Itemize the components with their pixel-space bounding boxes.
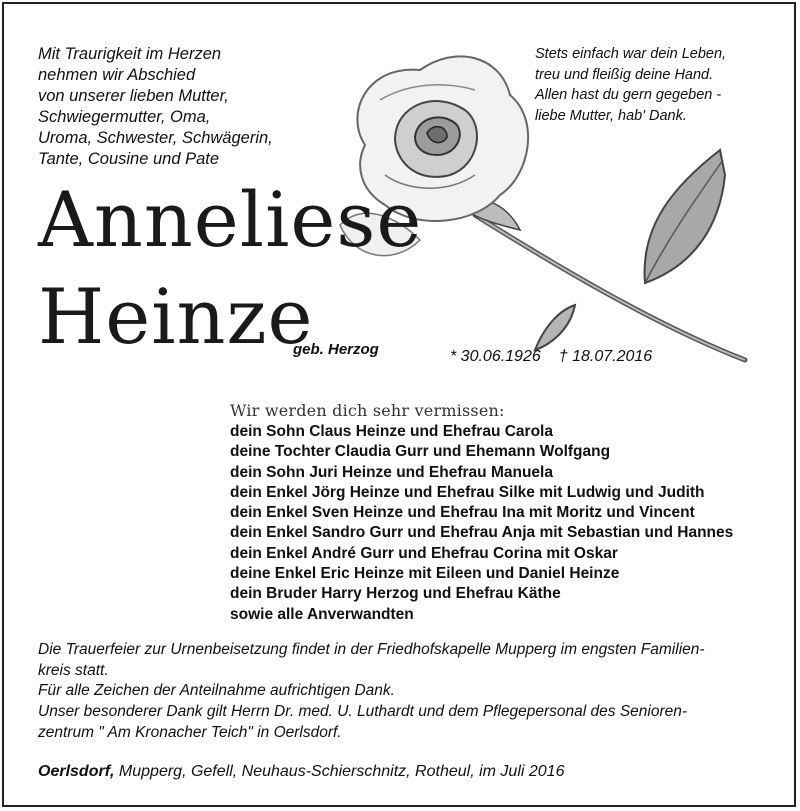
list-item: dein Enkel Sandro Gurr und Ehefrau Anja mit Sebastian und Hannes [230,524,734,542]
intro-line: von unserer lieben Mutter, [38,87,229,105]
list-item: deine Tochter Claudia Gurr und Ehemann Wolfgang [230,443,611,461]
intro-line: Mit Traurigkeit im Herzen [38,45,222,63]
list-item: dein Enkel Jörg Heinze und Ehefrau Silke mit Ludwig und Judith [230,483,705,501]
closing-line: Die Trauerfeier zur Urnenbeisetzung findet in der Friedhofskapelle Mupperg im engsten Familien- [38,641,705,658]
closing-text [38,640,768,744]
death-date: † 18.07.2016 [558,348,653,365]
closing-line: kreis statt. [38,661,109,679]
verse-text [535,44,775,126]
list-item: dein Sohn Juri Heinze und Ehefrau Manuela [230,463,553,481]
list-item: dein Enkel Sven Heinze und Ehefrau Ina mit Moritz und Vincent [230,504,695,522]
list-item: dein Sohn Claus Heinze und Ehefrau Carola [230,423,553,440]
mourners-block [230,400,770,625]
mourners-list [230,422,770,625]
intro-text [38,44,358,170]
footer-place-rest: Mupperg, Gefell, Neuhaus-Schierschnitz, Rotheul, im Juli 2016 [114,763,565,780]
intro-line: nehmen wir Abschied [38,66,196,84]
deceased-last-name: Heinze [38,272,314,361]
footer-place-main: Oerlsdorf, [38,763,115,780]
closing-line: Unser besonderer Dank gilt Herrn Dr. med. U. Luthardt und dem Pflegepersonal des Senioren- [38,703,688,721]
intro-line: Tante, Cousine und Pate [38,150,220,168]
intro-line: Schwiegermutter, Oma, [38,108,211,126]
list-item: sowie alle Anverwandten [230,605,414,623]
list-item: dein Bruder Harry Herzog und Ehefrau Käthe [230,585,561,603]
intro-line: Uroma, Schwester, Schwägerin, [38,129,273,147]
deceased-first-name: Anneliese [38,175,423,264]
footer-places [38,763,564,781]
verse-line: treu und fleißig deine Hand. [535,66,714,83]
list-item: dein Enkel André Gurr und Ehefrau Corina mit Oskar [230,544,618,562]
closing-line: Für alle Zeichen der Anteilnahme aufrichtigen Dank. [38,682,395,700]
verse-line: liebe Mutter, hab' Dank. [535,107,687,124]
list-item: deine Enkel Eric Heinze mit Eileen und Daniel Heinze [230,565,620,583]
verse-line: Allen hast du gern gegeben - [535,87,722,103]
mourners-lead: Wir werden dich sehr vermissen: [230,401,505,420]
life-dates [450,348,652,366]
birth-date: * 30.06.1926 [450,348,541,365]
verse-line: Stets einfach war dein Leben, [535,46,727,62]
closing-line: zentrum " Am Kronacher Teich" in Oerlsdorf. [38,723,342,741]
maiden-name: geb. Herzog [293,341,379,358]
